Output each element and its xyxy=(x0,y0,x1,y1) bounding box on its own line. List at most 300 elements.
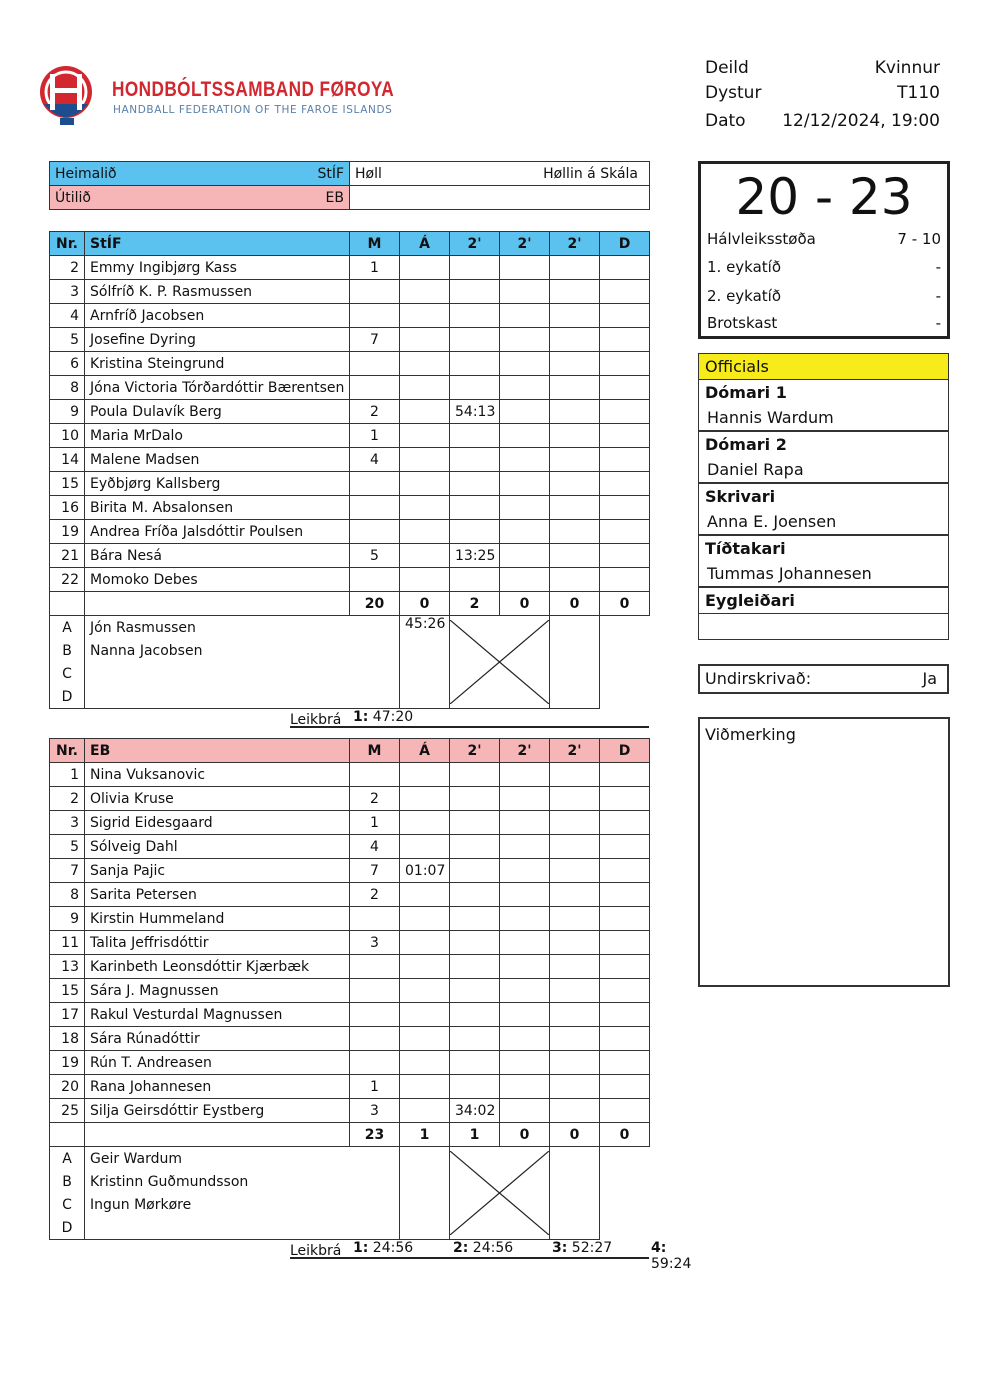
total-m: 20 xyxy=(350,592,400,616)
player-s1: 54:13 xyxy=(450,400,500,424)
officials-panel xyxy=(698,353,949,640)
official-warning xyxy=(400,1147,450,1171)
official-warning: 45:26 xyxy=(400,616,450,640)
player-s2 xyxy=(500,811,550,835)
player-s3 xyxy=(550,787,600,811)
player-a xyxy=(400,256,450,280)
player-s1 xyxy=(450,931,500,955)
player-a xyxy=(400,1099,450,1123)
player-nr: 19 xyxy=(50,520,85,544)
player-name: Arnfríð Jacobsen xyxy=(85,304,350,328)
player-m xyxy=(350,1003,400,1027)
player-a xyxy=(400,568,450,592)
dato-label: Dato xyxy=(705,111,746,131)
player-nr: 17 xyxy=(50,1003,85,1027)
player-s3 xyxy=(550,1003,600,1027)
player-m xyxy=(350,280,400,304)
player-d xyxy=(600,931,650,955)
player-row xyxy=(50,955,650,979)
away-totals-row xyxy=(50,1123,650,1147)
player-s1 xyxy=(450,280,500,304)
player-d xyxy=(600,907,650,931)
player-row xyxy=(50,448,650,472)
player-s1 xyxy=(450,424,500,448)
player-nr: 1 xyxy=(50,763,85,787)
team-official-row xyxy=(50,1147,650,1171)
player-s3 xyxy=(550,448,600,472)
home-header-col-1: StÍF xyxy=(85,232,350,256)
player-name: Momoko Debes xyxy=(85,568,350,592)
player-name: Sanja Pajic xyxy=(85,859,350,883)
player-a xyxy=(400,979,450,1003)
heimalid-label: Heimalið xyxy=(55,165,117,182)
player-a xyxy=(400,352,450,376)
player-s1 xyxy=(450,472,500,496)
player-name: Talita Jeffrisdóttir xyxy=(85,931,350,955)
player-row xyxy=(50,1027,650,1051)
player-m: 7 xyxy=(350,328,400,352)
official-warning xyxy=(400,662,450,685)
home-header-col-5: 2' xyxy=(500,232,550,256)
player-s3 xyxy=(550,280,600,304)
player-name: Josefine Dyring xyxy=(85,328,350,352)
player-row xyxy=(50,376,650,400)
official-letter: D xyxy=(50,685,85,709)
crossed-out-cell xyxy=(450,616,550,709)
official-name xyxy=(85,685,400,709)
final-score: 20 - 23 xyxy=(735,168,913,226)
player-row xyxy=(50,1051,650,1075)
total-a: 0 xyxy=(400,592,450,616)
extra1-row xyxy=(707,258,941,276)
player-name: Jóna Victoria Tórðardóttir Bærentsen xyxy=(85,376,350,400)
player-s2 xyxy=(500,520,550,544)
player-s1 xyxy=(450,376,500,400)
player-nr: 3 xyxy=(50,280,85,304)
player-m xyxy=(350,955,400,979)
player-row xyxy=(50,568,650,592)
home-leikbra-label: Leikbrá xyxy=(290,712,342,728)
player-s1 xyxy=(450,1027,500,1051)
player-a: 01:07 xyxy=(400,859,450,883)
player-a xyxy=(400,931,450,955)
domari1-label: Dómari 1 xyxy=(705,383,787,402)
player-s3 xyxy=(550,424,600,448)
official-disq xyxy=(550,616,600,709)
player-s1 xyxy=(450,496,500,520)
player-row xyxy=(50,979,650,1003)
player-s3 xyxy=(550,472,600,496)
player-nr: 5 xyxy=(50,835,85,859)
home-header-col-7: D xyxy=(600,232,650,256)
eygleidari-value xyxy=(699,614,948,639)
player-s1 xyxy=(450,1075,500,1099)
player-m: 5 xyxy=(350,544,400,568)
player-name: Silja Geirsdóttir Eystberg xyxy=(85,1099,350,1123)
player-m: 2 xyxy=(350,883,400,907)
player-s1 xyxy=(450,328,500,352)
player-s2 xyxy=(500,496,550,520)
heimalid-value: StÍF xyxy=(317,165,344,182)
player-nr: 19 xyxy=(50,1051,85,1075)
player-m xyxy=(350,472,400,496)
player-row xyxy=(50,1075,650,1099)
home-team-cell xyxy=(50,162,350,186)
player-s1 xyxy=(450,1003,500,1027)
player-name: Karinbeth Leonsdóttir Kjærbæk xyxy=(85,955,350,979)
official-name xyxy=(85,662,400,685)
player-s2 xyxy=(500,979,550,1003)
player-s2 xyxy=(500,568,550,592)
logo-title: HONDBÓLTSSAMBAND FØROYA xyxy=(112,78,395,101)
player-a xyxy=(400,448,450,472)
player-a xyxy=(400,304,450,328)
player-nr: 18 xyxy=(50,1027,85,1051)
player-a xyxy=(400,907,450,931)
player-d xyxy=(600,304,650,328)
player-s3 xyxy=(550,979,600,1003)
home-header-col-0: Nr. xyxy=(50,232,85,256)
cross-mark-icon xyxy=(450,1151,549,1235)
away-leikbra-row xyxy=(290,1240,692,1272)
player-d xyxy=(600,1075,650,1099)
dystur-value: T110 xyxy=(897,83,940,103)
player-s2 xyxy=(500,835,550,859)
player-d xyxy=(600,1027,650,1051)
player-d xyxy=(600,496,650,520)
player-d xyxy=(600,424,650,448)
domari2-value: Daniel Rapa xyxy=(699,457,948,484)
away-header-col-5: 2' xyxy=(500,739,550,763)
player-d xyxy=(600,568,650,592)
player-nr: 9 xyxy=(50,400,85,424)
player-name: Sólveig Dahl xyxy=(85,835,350,859)
player-s2 xyxy=(500,472,550,496)
player-name: Eyðbjørg Kallsberg xyxy=(85,472,350,496)
official-warning xyxy=(400,639,450,662)
player-a xyxy=(400,520,450,544)
player-d xyxy=(600,1003,650,1027)
official-letter: A xyxy=(50,1147,85,1171)
player-s3 xyxy=(550,352,600,376)
player-d xyxy=(600,835,650,859)
utilid-label: Útilið xyxy=(55,189,91,206)
player-s2 xyxy=(500,883,550,907)
player-row xyxy=(50,907,650,931)
team-official-row xyxy=(50,616,650,640)
player-d xyxy=(600,787,650,811)
player-d xyxy=(600,352,650,376)
officials-title: Officials xyxy=(699,354,948,380)
player-nr: 10 xyxy=(50,424,85,448)
official-name: Geir Wardum xyxy=(85,1147,400,1171)
extra2-value: - xyxy=(935,287,941,305)
player-nr: 15 xyxy=(50,979,85,1003)
player-nr: 15 xyxy=(50,472,85,496)
away-players-table xyxy=(49,738,650,1240)
total-d: 0 xyxy=(600,1123,650,1147)
player-d xyxy=(600,280,650,304)
player-d xyxy=(600,811,650,835)
player-nr: 21 xyxy=(50,544,85,568)
player-name: Malene Madsen xyxy=(85,448,350,472)
player-a xyxy=(400,1051,450,1075)
player-s1: 13:25 xyxy=(450,544,500,568)
total-s2: 0 xyxy=(500,1123,550,1147)
away-header-col-1: EB xyxy=(85,739,350,763)
player-name: Olivia Kruse xyxy=(85,787,350,811)
player-s1 xyxy=(450,811,500,835)
player-s3 xyxy=(550,811,600,835)
penalty-label: Brotskast xyxy=(707,314,778,332)
player-s1 xyxy=(450,568,500,592)
player-a xyxy=(400,883,450,907)
player-row xyxy=(50,1003,650,1027)
signature-box xyxy=(698,664,949,694)
player-m: 1 xyxy=(350,256,400,280)
player-row xyxy=(50,763,650,787)
home-leikbra-row xyxy=(290,709,649,728)
player-s2 xyxy=(500,1075,550,1099)
player-name: Kirstin Hummeland xyxy=(85,907,350,931)
player-s1 xyxy=(450,883,500,907)
official-letter: A xyxy=(50,616,85,640)
away-header-col-4: 2' xyxy=(450,739,500,763)
player-row xyxy=(50,472,650,496)
player-s2 xyxy=(500,376,550,400)
official-name: Ingun Mørkøre xyxy=(85,1193,400,1216)
player-m: 7 xyxy=(350,859,400,883)
away-leikbra-3: 3: 52:27 xyxy=(552,1240,613,1256)
player-m: 1 xyxy=(350,424,400,448)
crossed-out-cell xyxy=(450,1147,550,1240)
player-a xyxy=(400,472,450,496)
player-d xyxy=(600,520,650,544)
player-s3 xyxy=(550,256,600,280)
player-nr: 3 xyxy=(50,811,85,835)
player-s3 xyxy=(550,1075,600,1099)
player-row xyxy=(50,256,650,280)
player-d xyxy=(600,376,650,400)
player-a xyxy=(400,955,450,979)
player-s3 xyxy=(550,955,600,979)
teams-table xyxy=(49,161,650,210)
player-m: 2 xyxy=(350,400,400,424)
player-row xyxy=(50,280,650,304)
player-nr: 9 xyxy=(50,907,85,931)
player-s1 xyxy=(450,256,500,280)
remarks-box xyxy=(698,717,950,987)
official-letter: B xyxy=(50,1170,85,1193)
player-row xyxy=(50,835,650,859)
official-name xyxy=(85,1216,400,1240)
penalty-row xyxy=(707,314,941,332)
signature-value: Ja xyxy=(922,669,937,688)
player-d xyxy=(600,256,650,280)
player-m xyxy=(350,763,400,787)
player-row xyxy=(50,520,650,544)
player-s3 xyxy=(550,520,600,544)
player-s1 xyxy=(450,859,500,883)
player-name: Kristina Steingrund xyxy=(85,352,350,376)
player-m xyxy=(350,520,400,544)
player-m xyxy=(350,979,400,1003)
player-s3 xyxy=(550,1027,600,1051)
player-s3 xyxy=(550,1099,600,1123)
player-s1 xyxy=(450,304,500,328)
tidtakari-value: Tummas Johannesen xyxy=(699,561,948,588)
player-s2 xyxy=(500,1099,550,1123)
player-a xyxy=(400,1027,450,1051)
player-s3 xyxy=(550,835,600,859)
player-s1 xyxy=(450,763,500,787)
extra2-row xyxy=(707,287,941,305)
player-s2 xyxy=(500,763,550,787)
player-row xyxy=(50,328,650,352)
player-name: Andrea Fríða Jalsdóttir Poulsen xyxy=(85,520,350,544)
player-row xyxy=(50,496,650,520)
player-row xyxy=(50,811,650,835)
away-leikbra-4: 4: 59:24 xyxy=(651,1240,692,1272)
away-header-col-2: M xyxy=(350,739,400,763)
player-m: 2 xyxy=(350,787,400,811)
away-header-row xyxy=(50,739,650,763)
player-m xyxy=(350,496,400,520)
player-a xyxy=(400,835,450,859)
official-name: Jón Rasmussen xyxy=(85,616,400,640)
player-s3 xyxy=(550,568,600,592)
away-header-col-0: Nr. xyxy=(50,739,85,763)
official-letter: C xyxy=(50,1193,85,1216)
player-row xyxy=(50,883,650,907)
player-s2 xyxy=(500,859,550,883)
player-a xyxy=(400,544,450,568)
player-name: Sigrid Eidesgaard xyxy=(85,811,350,835)
official-disq xyxy=(550,1147,600,1240)
player-s2 xyxy=(500,304,550,328)
skrivari-value: Anna E. Joensen xyxy=(699,509,948,536)
official-warning xyxy=(400,1193,450,1216)
away-header-col-6: 2' xyxy=(550,739,600,763)
player-nr: 7 xyxy=(50,859,85,883)
player-a xyxy=(400,1075,450,1099)
home-header-col-6: 2' xyxy=(550,232,600,256)
player-name: Bára Nesá xyxy=(85,544,350,568)
player-a xyxy=(400,763,450,787)
player-m xyxy=(350,376,400,400)
player-m: 3 xyxy=(350,931,400,955)
player-s2 xyxy=(500,352,550,376)
player-s2 xyxy=(500,1027,550,1051)
player-s1 xyxy=(450,448,500,472)
player-nr: 16 xyxy=(50,496,85,520)
player-s2 xyxy=(500,787,550,811)
eygleidari-label: Eygleiðari xyxy=(699,588,948,614)
official-warning xyxy=(400,1216,450,1240)
player-s3 xyxy=(550,883,600,907)
extra1-label: 1. eykatíð xyxy=(707,258,782,276)
player-nr: 4 xyxy=(50,304,85,328)
player-d xyxy=(600,859,650,883)
player-name: Emmy Ingibjørg Kass xyxy=(85,256,350,280)
player-a xyxy=(400,328,450,352)
official-warning xyxy=(400,1170,450,1193)
player-m: 3 xyxy=(350,1099,400,1123)
player-nr: 8 xyxy=(50,376,85,400)
away-leikbra-2: 2: 24:56 xyxy=(453,1240,514,1256)
player-a xyxy=(400,280,450,304)
player-s3 xyxy=(550,763,600,787)
player-d xyxy=(600,544,650,568)
player-m: 4 xyxy=(350,835,400,859)
logo-emblem-icon xyxy=(38,60,108,130)
player-name: Rakul Vesturdal Magnussen xyxy=(85,1003,350,1027)
player-name: Birita M. Absalonsen xyxy=(85,496,350,520)
player-s3 xyxy=(550,304,600,328)
player-name: Maria MrDalo xyxy=(85,424,350,448)
domari1-value: Hannis Wardum xyxy=(699,405,948,432)
extra1-value: - xyxy=(935,258,941,276)
holl-value: Høllin á Skála xyxy=(543,165,638,182)
player-d xyxy=(600,979,650,1003)
halftime-value: 7 - 10 xyxy=(897,230,941,248)
home-header-col-3: Á xyxy=(400,232,450,256)
official-letter: C xyxy=(50,662,85,685)
player-s1: 34:02 xyxy=(450,1099,500,1123)
total-s2: 0 xyxy=(500,592,550,616)
away-header-col-3: Á xyxy=(400,739,450,763)
dystur-label: Dystur xyxy=(705,83,762,103)
home-header-col-4: 2' xyxy=(450,232,500,256)
player-s2 xyxy=(500,256,550,280)
player-m: 1 xyxy=(350,1075,400,1099)
player-s2 xyxy=(500,448,550,472)
home-header-col-2: M xyxy=(350,232,400,256)
deild-label: Deild xyxy=(705,58,749,78)
domari2-label: Dómari 2 xyxy=(705,435,787,454)
player-a xyxy=(400,811,450,835)
player-nr: 14 xyxy=(50,448,85,472)
official-letter: D xyxy=(50,1216,85,1240)
player-s2 xyxy=(500,544,550,568)
player-m xyxy=(350,352,400,376)
player-nr: 5 xyxy=(50,328,85,352)
total-s1: 2 xyxy=(450,592,500,616)
player-m xyxy=(350,304,400,328)
player-nr: 2 xyxy=(50,256,85,280)
player-m: 4 xyxy=(350,448,400,472)
player-row xyxy=(50,304,650,328)
player-row xyxy=(50,352,650,376)
player-s2 xyxy=(500,280,550,304)
player-nr: 11 xyxy=(50,931,85,955)
player-d xyxy=(600,400,650,424)
home-header-row xyxy=(50,232,650,256)
player-name: Sára Rúnadóttir xyxy=(85,1027,350,1051)
halftime-row xyxy=(707,230,941,248)
player-s2 xyxy=(500,400,550,424)
player-s2 xyxy=(500,328,550,352)
score-box xyxy=(698,161,950,339)
player-s1 xyxy=(450,787,500,811)
empty-cell xyxy=(350,186,650,210)
player-s2 xyxy=(500,424,550,448)
player-row xyxy=(50,1099,650,1123)
player-nr: 6 xyxy=(50,352,85,376)
player-s1 xyxy=(450,907,500,931)
skrivari-label: Skrivari xyxy=(705,487,776,506)
player-s3 xyxy=(550,328,600,352)
